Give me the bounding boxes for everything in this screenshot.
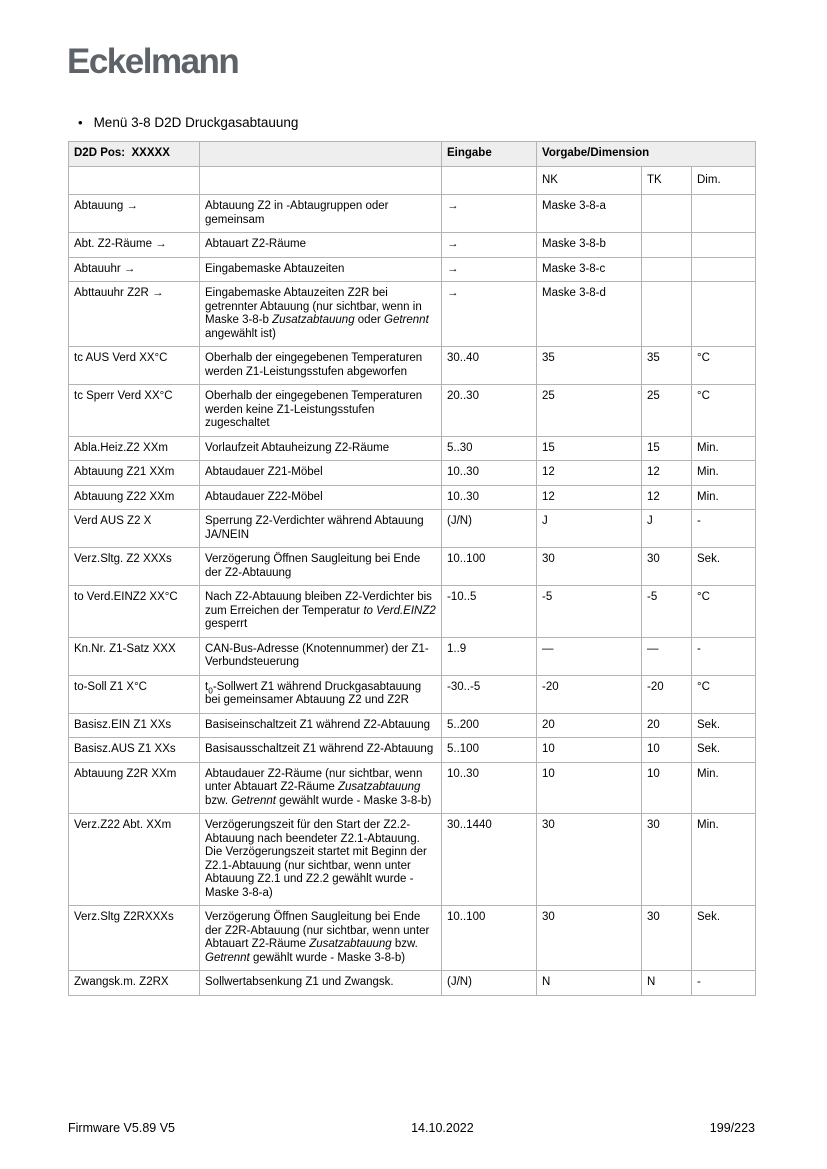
- table-row: [69, 257, 756, 282]
- cell-dim: Min.: [692, 762, 756, 814]
- subheader-cell-tk: TK: [642, 166, 692, 195]
- cell-param: tc AUS Verd XX°C: [69, 347, 200, 385]
- cell-eingabe: →: [442, 257, 537, 282]
- subheader-cell-empty-2: [200, 166, 442, 195]
- footer-firmware-version: Firmware V5.89 V5: [68, 1121, 175, 1135]
- eckelmann-logo: Eckelmann: [67, 42, 239, 81]
- cell-desc: Abtaudauer Z21-Möbel: [200, 461, 442, 486]
- subheader-cell-empty-3: [442, 166, 537, 195]
- table-row: [69, 195, 756, 233]
- cell-nk: 12: [537, 461, 642, 486]
- cell-tk: 10: [642, 762, 692, 814]
- table-row: [69, 814, 756, 906]
- table-row: [69, 461, 756, 486]
- cell-nk: 30: [537, 814, 642, 906]
- cell-dim: Min.: [692, 814, 756, 906]
- cell-tk: 15: [642, 436, 692, 461]
- footer-date: 14.10.2022: [411, 1121, 474, 1135]
- cell-tk: [642, 282, 692, 347]
- header-cell-pos: D2D Pos: XXXXX: [69, 142, 200, 167]
- cell-dim: Sek.: [692, 738, 756, 763]
- subheader-cell-empty-1: [69, 166, 200, 195]
- cell-eingabe: 10..100: [442, 548, 537, 586]
- cell-eingabe: (J/N): [442, 510, 537, 548]
- cell-desc: Abtaudauer Z22-Möbel: [200, 485, 442, 510]
- cell-dim: Sek.: [692, 906, 756, 971]
- cell-param: to-Soll Z1 X°C: [69, 675, 200, 713]
- cell-desc: Verzögerung Öffnen Saugleitung bei Ende der Z2-Abtauung: [200, 548, 442, 586]
- table-row: [69, 738, 756, 763]
- header-cell-empty: [200, 142, 442, 167]
- cell-tk: 12: [642, 485, 692, 510]
- cell-tk: 12: [642, 461, 692, 486]
- cell-desc: Eingabemaske Abtauzeiten Z2R bei getrennter Abtauung (nur sichtbar, wenn in Maske 3-8-b Zusatzabtauung oder Getrennt angewählt ist): [200, 282, 442, 347]
- cell-dim: Min.: [692, 461, 756, 486]
- cell-param: Abttauuhr Z2R →: [69, 282, 200, 347]
- cell-desc: Oberhalb der eingegebenen Temperaturen werden Z1-Leistungsstufen abgeworfen: [200, 347, 442, 385]
- table-row: [69, 586, 756, 638]
- table-row: [69, 762, 756, 814]
- cell-eingabe: 10..30: [442, 762, 537, 814]
- cell-desc: Eingabemaske Abtauzeiten: [200, 257, 442, 282]
- cell-nk: 15: [537, 436, 642, 461]
- cell-param: Abtauuhr →: [69, 257, 200, 282]
- cell-nk: N: [537, 971, 642, 996]
- cell-param: Verd AUS Z2 X: [69, 510, 200, 548]
- cell-eingabe: →: [442, 195, 537, 233]
- section-heading: [78, 115, 298, 131]
- cell-dim: °C: [692, 675, 756, 713]
- cell-nk: 12: [537, 485, 642, 510]
- cell-eingabe: 1..9: [442, 637, 537, 675]
- cell-desc: CAN-Bus-Adresse (Knotennummer) der Z1-Verbundsteuerung: [200, 637, 442, 675]
- cell-nk: 30: [537, 548, 642, 586]
- cell-dim: Sek.: [692, 548, 756, 586]
- cell-eingabe: 30..1440: [442, 814, 537, 906]
- subheader-cell-nk: NK: [537, 166, 642, 195]
- table-row: [69, 436, 756, 461]
- table-row: [69, 510, 756, 548]
- page-footer: [68, 1121, 755, 1136]
- cell-dim: [692, 257, 756, 282]
- cell-tk: [642, 233, 692, 258]
- cell-param: Verz.Sltg Z2RXXXs: [69, 906, 200, 971]
- table-row: [69, 637, 756, 675]
- cell-nk: J: [537, 510, 642, 548]
- cell-eingabe: 20..30: [442, 385, 537, 437]
- table-row: [69, 347, 756, 385]
- cell-tk: 25: [642, 385, 692, 437]
- cell-desc: Vorlaufzeit Abtauheizung Z2-Räume: [200, 436, 442, 461]
- cell-eingabe: 5..30: [442, 436, 537, 461]
- cell-eingabe: -10..5: [442, 586, 537, 638]
- cell-nk: 25: [537, 385, 642, 437]
- cell-nk: 10: [537, 738, 642, 763]
- cell-dim: Sek.: [692, 713, 756, 738]
- cell-tk: 20: [642, 713, 692, 738]
- cell-param: Verz.Z22 Abt. XXm: [69, 814, 200, 906]
- cell-param: Abtauung Z21 XXm: [69, 461, 200, 486]
- cell-dim: °C: [692, 385, 756, 437]
- cell-param: to Verd.EINZ2 XX°C: [69, 586, 200, 638]
- cell-desc: Sollwertabsenkung Z1 und Zwangsk.: [200, 971, 442, 996]
- cell-param: Basisz.AUS Z1 XXs: [69, 738, 200, 763]
- table-row: [69, 713, 756, 738]
- cell-param: Abla.Heiz.Z2 XXm: [69, 436, 200, 461]
- cell-desc: Abtauung Z2 in -Abtaugruppen oder gemeinsam: [200, 195, 442, 233]
- table-row: [69, 906, 756, 971]
- cell-eingabe: 10..30: [442, 485, 537, 510]
- cell-tk: —: [642, 637, 692, 675]
- cell-dim: -: [692, 971, 756, 996]
- parameter-table: [68, 141, 756, 996]
- cell-param: Abt. Z2-Räume →: [69, 233, 200, 258]
- cell-nk: Maske 3-8-b: [537, 233, 642, 258]
- cell-tk: -20: [642, 675, 692, 713]
- footer-page-number: 199/223: [709, 1121, 755, 1135]
- cell-tk: [642, 257, 692, 282]
- cell-eingabe: (J/N): [442, 971, 537, 996]
- bullet-icon: •: [78, 115, 83, 130]
- cell-tk: 30: [642, 548, 692, 586]
- header-cell-eingabe: Eingabe: [442, 142, 537, 167]
- cell-tk: N: [642, 971, 692, 996]
- cell-tk: 35: [642, 347, 692, 385]
- cell-tk: 30: [642, 814, 692, 906]
- cell-param: Abtauung →: [69, 195, 200, 233]
- cell-param: Verz.Sltg. Z2 XXXs: [69, 548, 200, 586]
- cell-dim: [692, 233, 756, 258]
- header-cell-vorgabe: Vorgabe/Dimension: [537, 142, 756, 167]
- cell-tk: -5: [642, 586, 692, 638]
- cell-desc: Verzögerung Öffnen Saugleitung bei Ende der Z2R-Abtauung (nur sichtbar, wenn unter Abtauart Z2-Räume Zusatzabtauung bzw. Getrennt gewählt wurde - Maske 3-8-b): [200, 906, 442, 971]
- cell-dim: [692, 282, 756, 347]
- table-header-row-main: [69, 142, 756, 167]
- table-row: [69, 548, 756, 586]
- table-row: [69, 385, 756, 437]
- cell-eingabe: 5..100: [442, 738, 537, 763]
- cell-desc: $t_0$-Sollwert Z1 während Druckgasabtauung bei gemeinsamer Abtauung Z2 und Z2R: [200, 675, 442, 713]
- table-row: [69, 233, 756, 258]
- cell-param: Abtauung Z2R XXm: [69, 762, 200, 814]
- table-row: [69, 485, 756, 510]
- table-header-row-sub: [69, 166, 756, 195]
- subheader-cell-dim: Dim.: [692, 166, 756, 195]
- cell-dim: °C: [692, 586, 756, 638]
- cell-desc: Abtaudauer Z2-Räume (nur sichtbar, wenn unter Abtauart Z2-Räume Zusatzabtauung bzw. Getrennt gewählt wurde - Maske 3-8-b): [200, 762, 442, 814]
- cell-tk: J: [642, 510, 692, 548]
- cell-desc: Sperrung Z2-Verdichter während Abtauung JA/NEIN: [200, 510, 442, 548]
- cell-eingabe: →: [442, 282, 537, 347]
- cell-dim: [692, 195, 756, 233]
- cell-eingabe: 10..30: [442, 461, 537, 486]
- table-row: [69, 971, 756, 996]
- cell-nk: -5: [537, 586, 642, 638]
- cell-nk: 35: [537, 347, 642, 385]
- cell-dim: °C: [692, 347, 756, 385]
- cell-param: Basisz.EIN Z1 XXs: [69, 713, 200, 738]
- cell-eingabe: -30..-5: [442, 675, 537, 713]
- cell-dim: Min.: [692, 485, 756, 510]
- cell-desc: Nach Z2-Abtauung bleiben Z2-Verdichter bis zum Erreichen der Temperatur to Verd.EINZ2 gesperrt: [200, 586, 442, 638]
- cell-nk: Maske 3-8-d: [537, 282, 642, 347]
- cell-nk: 30: [537, 906, 642, 971]
- cell-param: Zwangsk.m. Z2RX: [69, 971, 200, 996]
- cell-nk: -20: [537, 675, 642, 713]
- cell-desc: Abtauart Z2-Räume: [200, 233, 442, 258]
- cell-dim: -: [692, 637, 756, 675]
- table-row: [69, 282, 756, 347]
- section-heading-text: Menü 3-8 D2D Druckgasabtauung: [93, 115, 299, 130]
- cell-param: Kn.Nr. Z1-Satz XXX: [69, 637, 200, 675]
- cell-nk: 20: [537, 713, 642, 738]
- cell-nk: 10: [537, 762, 642, 814]
- cell-tk: 10: [642, 738, 692, 763]
- table-row: [69, 675, 756, 713]
- cell-eingabe: 30..40: [442, 347, 537, 385]
- cell-dim: Min.: [692, 436, 756, 461]
- cell-param: Abtauung Z22 XXm: [69, 485, 200, 510]
- cell-eingabe: →: [442, 233, 537, 258]
- cell-desc: Verzögerungszeit für den Start der Z2.2-Abtauung nach beendeter Z2.1-Abtauung. Die Verzögerungszeit startet mit Beginn der Z2.1-Abtauung (nur sichtbar, wenn unter Abtauung Z2.1 und Z2.2 gewählt wurde - Maske 3-8-a): [200, 814, 442, 906]
- cell-eingabe: 5..200: [442, 713, 537, 738]
- cell-nk: Maske 3-8-a: [537, 195, 642, 233]
- cell-nk: —: [537, 637, 642, 675]
- table-body: [69, 195, 756, 996]
- cell-dim: -: [692, 510, 756, 548]
- cell-nk: Maske 3-8-c: [537, 257, 642, 282]
- cell-tk: [642, 195, 692, 233]
- cell-param: tc Sperr Verd XX°C: [69, 385, 200, 437]
- cell-desc: Basiseinschaltzeit Z1 während Z2-Abtauung: [200, 713, 442, 738]
- cell-tk: 30: [642, 906, 692, 971]
- cell-desc: Oberhalb der eingegebenen Temperaturen werden keine Z1-Leistungsstufen zugeschaltet: [200, 385, 442, 437]
- cell-eingabe: 10..100: [442, 906, 537, 971]
- cell-desc: Basisausschaltzeit Z1 während Z2-Abtauung: [200, 738, 442, 763]
